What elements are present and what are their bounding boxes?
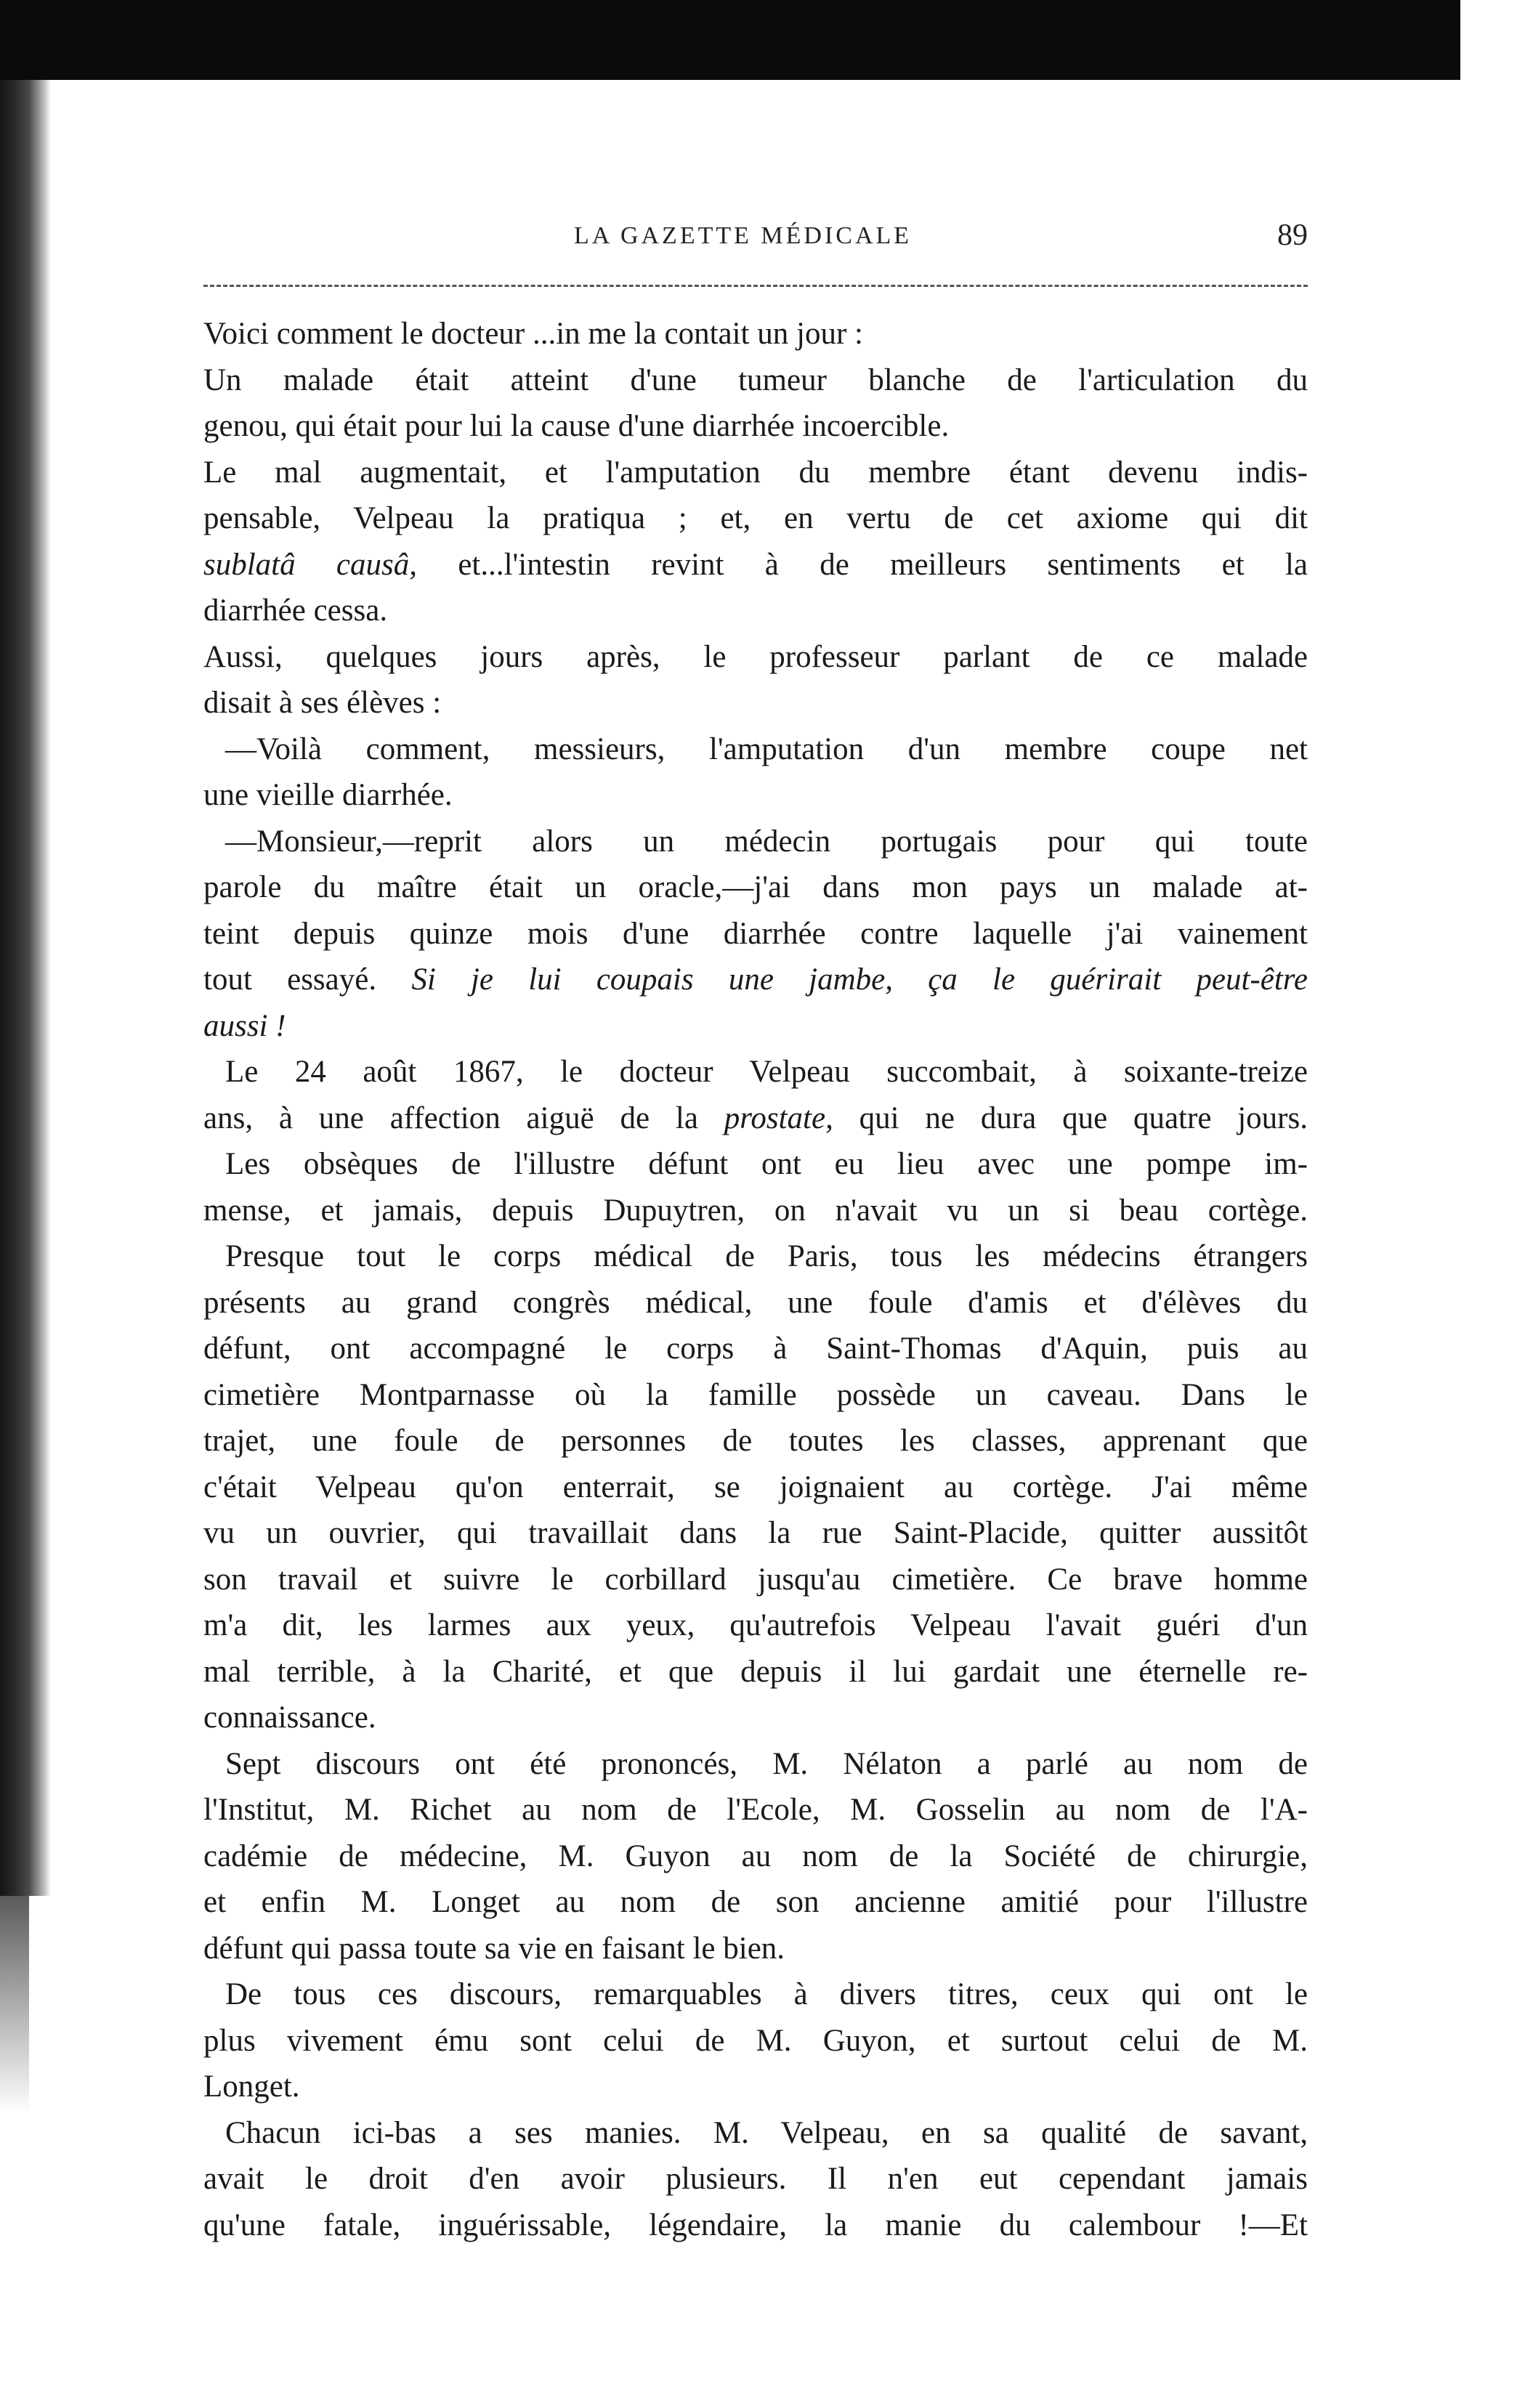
text-line: connaissance.	[203, 1700, 376, 1735]
text-line: m'a dit, les larmes aux yeux, qu'autrefois Velpeau l'avait guéri d'un	[203, 1608, 1308, 1642]
text-line: défunt qui passa toute sa vie en faisant le bien.	[203, 1931, 785, 1966]
text-line: avait le droit d'en avoir plusieurs. Il n'en eut cependant jamais	[203, 2162, 1308, 2196]
text-line: pensable, Velpeau la pratiqua ; et, en vertu de cet axiome qui dit	[203, 501, 1308, 535]
running-title: LA GAZETTE MÉDICALE	[574, 222, 913, 249]
text-line: plus vivement ému sont celui de M. Guyon, et surtout celui de M.	[203, 2023, 1308, 2058]
scan-left-edge	[0, 80, 51, 1896]
text-line: présents au grand congrès médical, une foule d'amis et d'élèves du	[203, 1285, 1308, 1320]
scan-top-edge	[0, 0, 1460, 80]
text-line: qu'une fatale, inguérissable, légendaire, la manie du calembour !—Et	[203, 2208, 1308, 2242]
page-header	[203, 218, 1308, 262]
text-line: défunt, ont accompagné le corps à Saint-Thomas d'Aquin, puis au	[203, 1331, 1308, 1366]
text-line: trajet, une foule de personnes de toutes les classes, apprenant que	[203, 1424, 1308, 1458]
text-line: vu un ouvrier, qui travaillait dans la rue Saint-Placide, quitter aussitôt	[203, 1516, 1308, 1550]
text-line: Sept discours ont été prononcés, M. Nélaton a parlé au nom de	[225, 1746, 1308, 1781]
text-line: mense, et jamais, depuis Dupuytren, on n'avait vu un si beau cortège.	[203, 1193, 1308, 1228]
text-line: tout essayé. Si je lui coupais une jambe, ça le guérirait peut-être	[203, 962, 1308, 997]
text-line: Le 24 août 1867, le docteur Velpeau succombait, à soixante-treize	[225, 1055, 1308, 1089]
text-line: sublatâ causâ, et...l'intestin revint à de meilleurs sentiments et la	[203, 547, 1308, 582]
text-line: Chacun ici-bas a ses manies. M. Velpeau, en sa qualité de savant,	[225, 2115, 1308, 2150]
text-line: —Monsieur,—reprit alors un médecin portugais pour qui toute	[225, 824, 1308, 859]
text-line: cadémie de médecine, M. Guyon au nom de la Société de chirurgie,	[203, 1839, 1308, 1873]
text-line: teint depuis quinze mois d'une diarrhée contre laquelle j'ai vainement	[203, 916, 1308, 951]
text-line: l'Institut, M. Richet au nom de l'Ecole, M. Gosselin au nom de l'A-	[203, 1793, 1308, 1827]
text-line: aussi !	[203, 1008, 286, 1043]
text-line: Le mal augmentait, et l'amputation du membre étant devenu indis-	[203, 455, 1308, 490]
text-line: diarrhée cessa.	[203, 593, 388, 628]
text-line: une vieille diarrhée.	[203, 778, 453, 812]
text-line: c'était Velpeau qu'on enterrait, se joignaient au cortège. J'ai même	[203, 1469, 1308, 1504]
text-line: parole du maître était un oracle,—j'ai dans mon pays un malade at-	[203, 870, 1308, 904]
text-line: Voici comment le docteur ...in me la contait un jour :	[203, 317, 863, 351]
text-line: Presque tout le corps médical de Paris, tous les médecins étrangers	[225, 1239, 1308, 1273]
text-line: disait à ses élèves :	[203, 686, 442, 720]
text-line: Les obsèques de l'illustre défunt ont eu lieu avec une pompe im-	[225, 1147, 1308, 1181]
header-rule	[203, 285, 1308, 287]
text-line: Un malade était atteint d'une tumeur blanche de l'articulation du	[203, 362, 1308, 397]
text-line: Aussi, quelques jours après, le professeur parlant de ce malade	[203, 639, 1308, 674]
body-text	[203, 311, 1308, 2248]
text-line: genou, qui était pour lui la cause d'une diarrhée incoercible.	[203, 409, 950, 443]
scan-left-edge-fade	[0, 1896, 29, 2114]
text-line: —Voilà comment, messieurs, l'amputation d'un membre coupe net	[225, 731, 1308, 766]
text-line: ans, à une affection aiguë de la prostate, qui ne dura que quatre jours.	[203, 1100, 1308, 1135]
page-number: 89	[1277, 219, 1308, 252]
text-line: De tous ces discours, remarquables à divers titres, ceux qui ont le	[225, 1977, 1308, 2011]
text-line: mal terrible, à la Charité, et que depuis il lui gardait une éternelle re-	[203, 1654, 1308, 1689]
text-line: Longet.	[203, 2069, 300, 2104]
text-line: son travail et suivre le corbillard jusqu'au cimetière. Ce brave homme	[203, 1562, 1308, 1597]
text-line: cimetière Montparnasse où la famille possède un caveau. Dans le	[203, 1377, 1308, 1412]
text-line: et enfin M. Longet au nom de son ancienne amitié pour l'illustre	[203, 1885, 1308, 1919]
